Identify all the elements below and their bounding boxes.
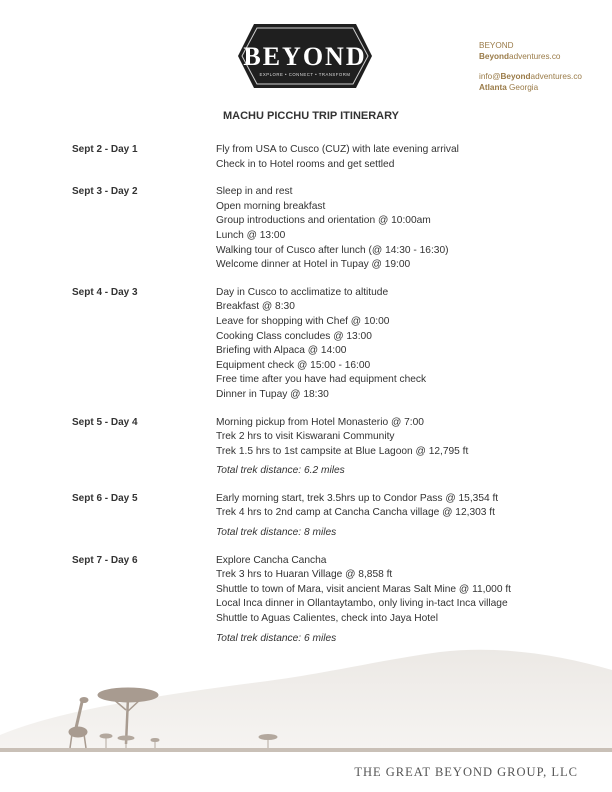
location: Atlanta Georgia: [479, 82, 539, 92]
trek-distance: Total trek distance: 6 miles: [216, 632, 337, 644]
itinerary-day: [72, 185, 572, 273]
event-line: Local Inca dinner in Ollantaytambo, only living in-tact Inca village: [216, 598, 508, 610]
event-line: Lunch @ 13:00: [216, 229, 286, 241]
day-label: Sept 4 - Day 3: [72, 286, 138, 298]
itinerary-day: [72, 286, 572, 403]
itinerary-day: [72, 143, 572, 172]
day-events: [216, 492, 572, 541]
event-line: Free time after you have had equipment check: [216, 374, 427, 386]
event-line: Trek 4 hrs to 2nd camp at Cancha Cancha village @ 12,303 ft: [216, 507, 495, 519]
event-line: Shuttle to town of Mara, visit ancient Maras Salt Mine @ 11,000 ft: [216, 583, 511, 595]
event-line: Briefing with Alpaca @ 14:00: [216, 345, 347, 357]
company-name: BEYOND: [479, 41, 514, 50]
day-label: Sept 7 - Day 6: [72, 554, 138, 566]
itinerary-day: [72, 492, 572, 541]
event-line: Explore Cancha Cancha: [216, 554, 327, 566]
event-line: Day in Cusco to acclimatize to altitude: [216, 286, 389, 298]
day-label: Sept 2 - Day 1: [72, 144, 138, 155]
beyond-logo: [236, 22, 374, 90]
event-line: Fly from USA to Cusco (CUZ) with late evening arrival: [216, 144, 459, 155]
itinerary-day: [72, 416, 572, 479]
footer-company-name: THE GREAT BEYOND GROUP, LLC: [354, 765, 578, 779]
day-label: Sept 3 - Day 2: [72, 186, 138, 198]
itinerary-day: [72, 554, 572, 647]
trek-distance: Total trek distance: 8 miles: [216, 527, 337, 539]
day-events: [216, 185, 572, 273]
day-label: Sept 5 - Day 4: [72, 416, 138, 428]
email-link[interactable]: info@Beyondadventures.co: [479, 72, 582, 82]
day-events: [216, 416, 572, 479]
website-link[interactable]: Beyondadventures.co: [479, 51, 561, 61]
day-events: [216, 286, 572, 403]
event-line: Shuttle to Aguas Calientes, check into Jaya Hotel: [216, 613, 438, 625]
hill-shape: [0, 650, 612, 752]
event-line: Group introductions and orientation @ 10:00am: [216, 215, 431, 227]
itinerary-list: [72, 143, 572, 646]
event-line: Early morning start, trek 3.5hrs up to Condor Pass @ 15,354 ft: [216, 492, 499, 504]
event-line: Leave for shopping with Chef @ 10:00: [216, 315, 390, 327]
event-line: Cooking Class concludes @ 13:00: [216, 330, 372, 342]
event-line: Equipment check @ 15:00 - 16:00: [216, 359, 371, 371]
day-events: [216, 143, 572, 172]
savanna-landscape-illustration: [0, 640, 612, 760]
logo-wordmark: BEYOND: [243, 42, 367, 71]
day-events: [216, 554, 572, 647]
contact-block: [479, 41, 582, 93]
event-line: Check in to Hotel rooms and get settled: [216, 158, 395, 170]
event-line: Dinner in Tupay @ 18:30: [216, 388, 329, 400]
event-line: Trek 1.5 hrs to 1st campsite at Blue Lagoon @ 12,795 ft: [216, 445, 469, 457]
event-line: Trek 3 hrs to Huaran Village @ 8,858 ft: [216, 569, 393, 581]
event-line: Walking tour of Cusco after lunch (@ 14:30 - 16:30): [216, 244, 449, 256]
trek-distance: Total trek distance: 6.2 miles: [216, 465, 345, 477]
event-line: Open morning breakfast: [216, 200, 326, 212]
event-line: Welcome dinner at Hotel in Tupay @ 19:00: [216, 259, 411, 271]
logo-tagline: EXPLORE • CONNECT • TRANSFORM: [259, 72, 351, 77]
day-label: Sept 6 - Day 5: [72, 492, 138, 504]
ground-strip: [0, 748, 612, 752]
event-line: Morning pickup from Hotel Monasterio @ 7:00: [216, 416, 424, 428]
page-title: MACHU PICCHU TRIP ITINERARY: [222, 110, 399, 122]
event-line: Breakfast @ 8:30: [216, 301, 295, 313]
event-line: Sleep in and rest: [216, 186, 293, 198]
event-line: Trek 2 hrs to visit Kiswarani Community: [216, 431, 395, 443]
